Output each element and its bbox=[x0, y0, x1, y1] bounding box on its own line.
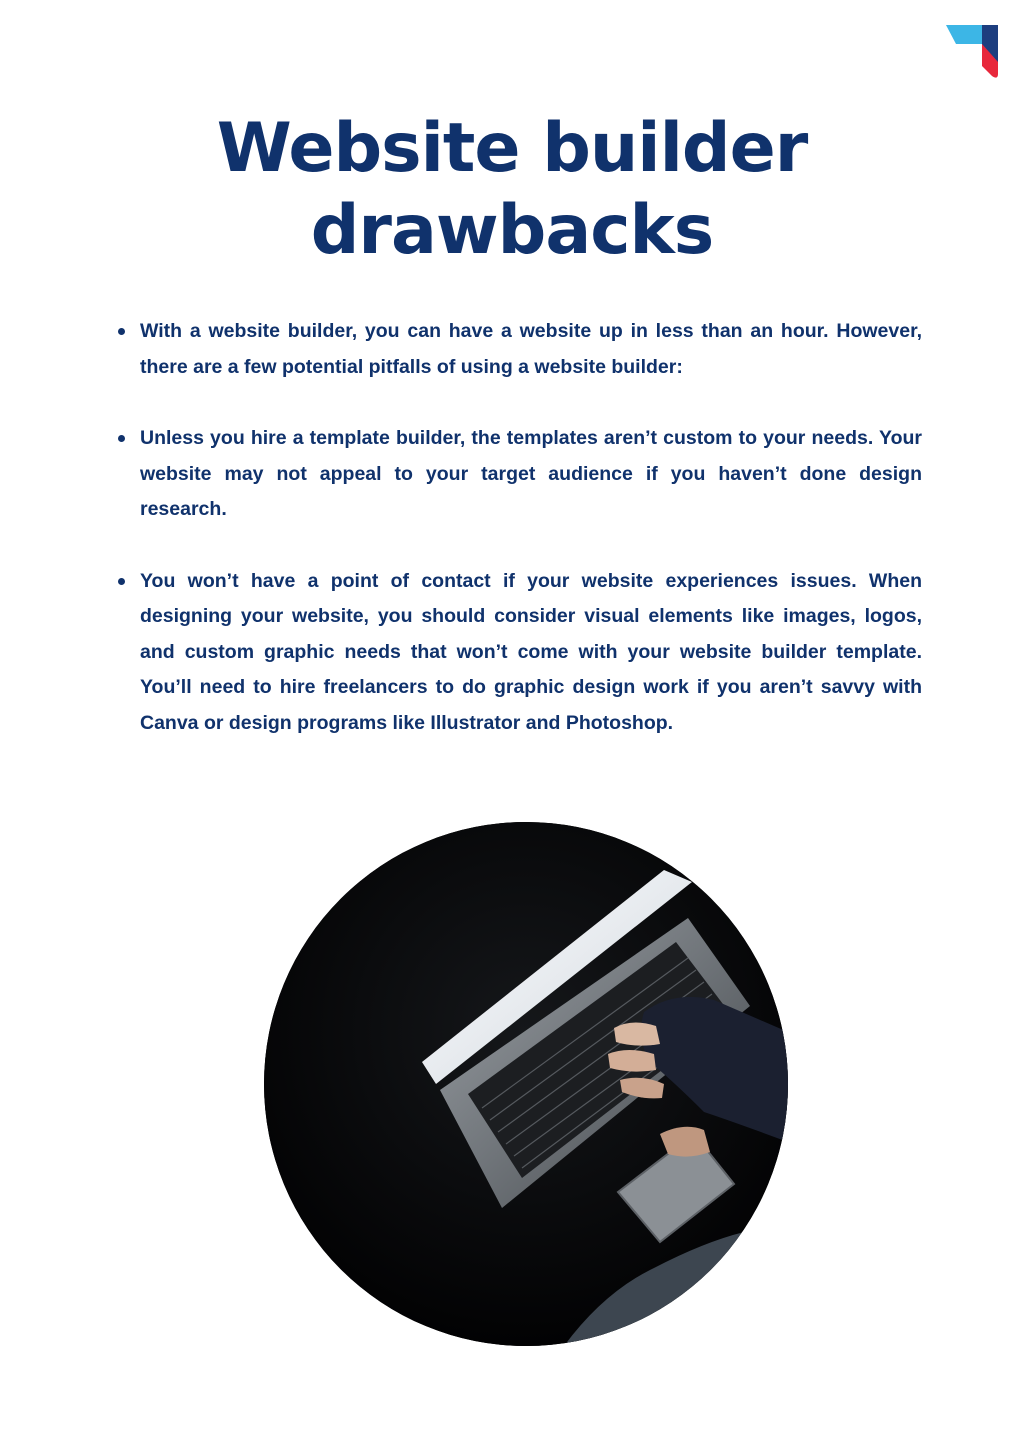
bullet-list bbox=[118, 314, 922, 777]
bullet-dot-icon bbox=[118, 328, 125, 335]
bullet-dot-icon bbox=[118, 578, 125, 585]
bullet-item bbox=[118, 314, 922, 385]
title-line-2: drawbacks bbox=[310, 191, 714, 270]
bullet-text: Unless you hire a template builder, the templates aren’t custom to your needs. Your website may not appeal to your target audience if you haven’t done design research. bbox=[140, 427, 922, 520]
bullet-dot-icon bbox=[118, 435, 125, 442]
laptop-typing-photo bbox=[264, 822, 788, 1346]
page-title bbox=[0, 108, 1024, 272]
brand-logo-icon bbox=[944, 22, 1000, 80]
bullet-text: With a website builder, you can have a website up in less than an hour. However, there are a few potential pitfalls of using a website builder: bbox=[140, 320, 922, 378]
bullet-item bbox=[118, 421, 922, 528]
bullet-item bbox=[118, 564, 922, 742]
title-line-1: Website builder bbox=[216, 109, 808, 188]
bullet-text: You won’t have a point of contact if your website experiences issues. When designing your website, you should consider visual elements like images, logos, and custom graphic needs that won’t come with your website builder template. You’ll need to hire freelancers to do graphic design work if you aren’t savvy with Canva or design programs like Illustrator and Photoshop. bbox=[140, 569, 922, 734]
